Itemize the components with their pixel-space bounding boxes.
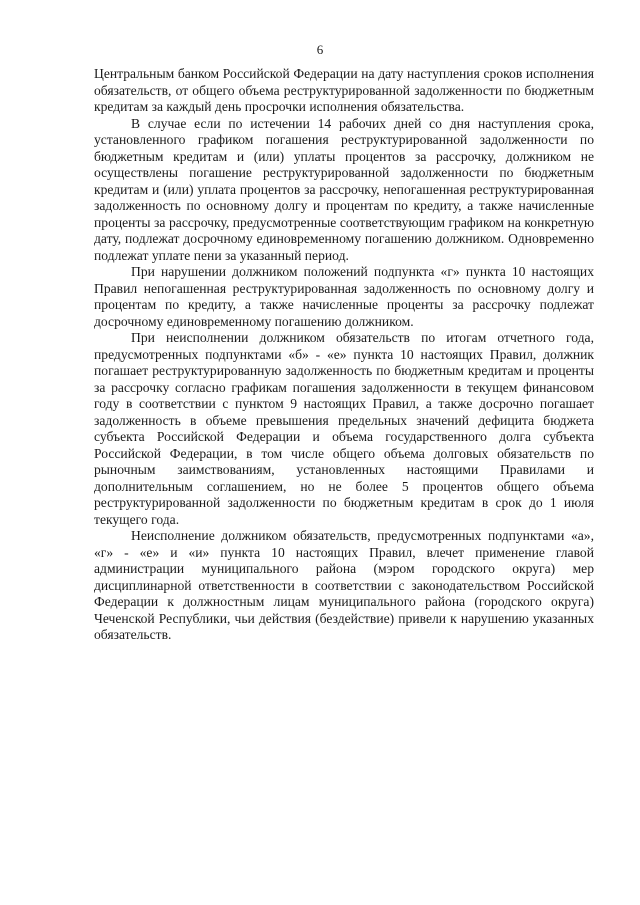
- paragraph-1: Центральным банком Российской Федерации на дату наступления сроков исполнения обязательств, от общего объема реструктурированной задолженности по бюджетным кредитам за каждый день просрочки исполнения обязательства.: [94, 66, 594, 114]
- document-body: [94, 66, 594, 644]
- paragraph-5: Неисполнение должником обязательств, предусмотренных подпунктами «а», «г» - «е» и «и» пункта 10 настоящих Правил, влечет применение главой администрации муниципального района (мэром городского округа) мер дисциплинарной ответственности в соответствии с законодательством Российской Федерации к должностным лицам муниципального района (городского округа) Чеченской Республики, чьи действия (бездействие) привели к нарушению указанных обязательств.: [94, 528, 594, 642]
- page-number: 6: [316, 42, 324, 57]
- paragraph-4: При неисполнении должником обязательств по итогам отчетного года, предусмотренных подпунктами «б» - «е» пункта 10 настоящих Правил, должник погашает реструктурированную задолженность по бюджетным кредитам и проценты за рассрочку согласно графикам погашения задолженности в текущем финансовом году в соответствии с пунктом 9 настоящих Правил, а также досрочно погашает задолженность в объеме превышения предельных значений дефицита бюджета субъекта Российской Федерации и объема государственного долга субъекта Российской Федерации, в том числе общего объема долговых обязательств по рыночным заимствованиям, установленных настоящими Правилами и дополнительным соглашением, но не более 5 процентов общего объема реструктурированной задолженности по бюджетным кредитам в срок до 1 июля текущего года.: [94, 330, 594, 527]
- paragraph-3: При нарушении должником положений подпункта «г» пункта 10 настоящих Правил непогашенная реструктурированная задолженность по основному долгу и процентам по кредиту, а также начисленные проценты за рассрочку подлежат досрочному единовременному погашению должником.: [94, 264, 594, 329]
- paragraph-2: В случае если по истечении 14 рабочих дней со дня наступления срока, установленного графиком погашения реструктурированной задолженности по бюджетным кредитам и (или) уплаты процентов за рассрочку, должником не осуществлены погашение реструктурированной задолженности по бюджетным кредитам и (или) уплата процентов за рассрочку, непогашенная реструктурированная задолженность по основному долгу и процентам по кредиту, а также начисленные проценты за рассрочку, предусмотренные соответствующим графиком на конкретную дату, подлежат досрочному единовременному погашению должником. Одновременно подлежат уплате пени за указанный период.: [94, 115, 594, 263]
